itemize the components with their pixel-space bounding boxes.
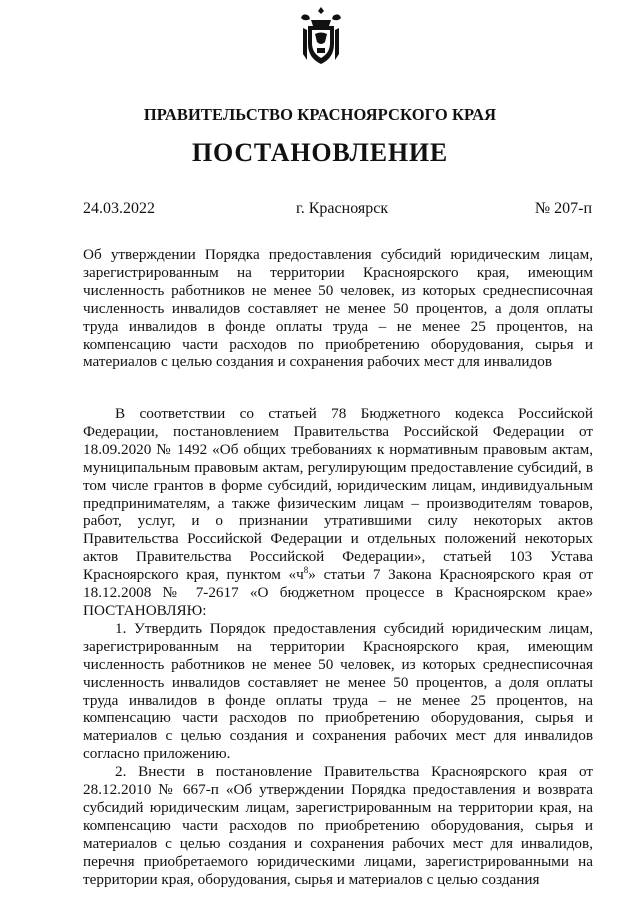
preamble-superscript: 8 bbox=[303, 565, 309, 576]
item-1-paragraph: 1. Утвердить Порядок предоставления субсидий юридическим лицам, зарегистрированным на территории Красноярского края, имеющим численность работников не менее 50 человек, из которых среднесписочная численность инвалидов составляет не менее 50 процентов, а доля оплаты труда инвалидов в фонде оплаты труда – не менее 25 процентов, на компенсацию части расходов по приобретению оборудования, сырья и материалов с целью создания и сохранения рабочих мест для инвалидов согласно приложению. bbox=[83, 619, 593, 763]
item-2-paragraph: 2. Внести в постановление Правительства Красноярского края от 28.12.2010 № 667-п «Об утверждении Порядка предоставления и возврата субсидий юридическим лицам, зарегистрированным на территории края, на компенсацию части расходов по приобретению оборудования, сырья и материалов с целью создания и сохранения рабочих мест для инвалидов, перечня приобретаемого юридическими лицами, зарегистрированными на территории края, оборудования, сырья и материалов с целью создания bbox=[83, 763, 593, 888]
document-city: г. Красноярск bbox=[296, 200, 389, 217]
preamble-paragraph bbox=[83, 405, 593, 620]
coat-of-arms-icon bbox=[300, 4, 342, 68]
document-type-title: ПОСТАНОВЛЕНИЕ bbox=[191, 138, 449, 167]
document-number: № 207-п bbox=[534, 200, 592, 217]
preamble-text-b: » статьи 7 Закона Красноярского края от 18.12.2008 № 7-2617 «О бюджетном процессе в Красноярском крае» ПОСТАНОВЛЯЮ: bbox=[83, 566, 593, 619]
document-body bbox=[83, 405, 593, 888]
document-subject: Об утверждении Порядка предоставления субсидий юридическим лицам, зарегистрированным на территории Красноярского края, имеющим численность работников не менее 50 человек, из которых среднесписочная численность инвалидов составляет не менее 50 процентов, а доля оплаты труда инвалидов в фонде оплаты труда – не менее 25 процентов, на компенсацию части расходов по приобретению оборудования, сырья и материалов с целью создания и сохранения рабочих мест для инвалидов bbox=[83, 246, 593, 371]
preamble-text-a: В соответствии со статьей 78 Бюджетного кодекса Российской Федерации, постановлением Правительства Российской Федерации от 18.09.2020 № 1492 «Об общих требованиях к нормативным правовым актам, муниципальным правовым актам, регулирующим предоставление субсидий, в том числе грантов в форме субсидий, юридическим лицам, индивидуальным предпринимателям, а также физическим лицам – производителям товаров, работ, услуг, и о признании утратившими силу некоторых актов Правительства Российской Федерации и отдельных положений некоторых актов Правительства Российской Федерации», статьей 103 Устава Красноярского края, пунктом «ч bbox=[83, 405, 593, 584]
government-name: ПРАВИТЕЛЬСТВО КРАСНОЯРСКОГО КРАЯ bbox=[143, 105, 497, 124]
document-date: 24.03.2022 bbox=[83, 200, 155, 217]
